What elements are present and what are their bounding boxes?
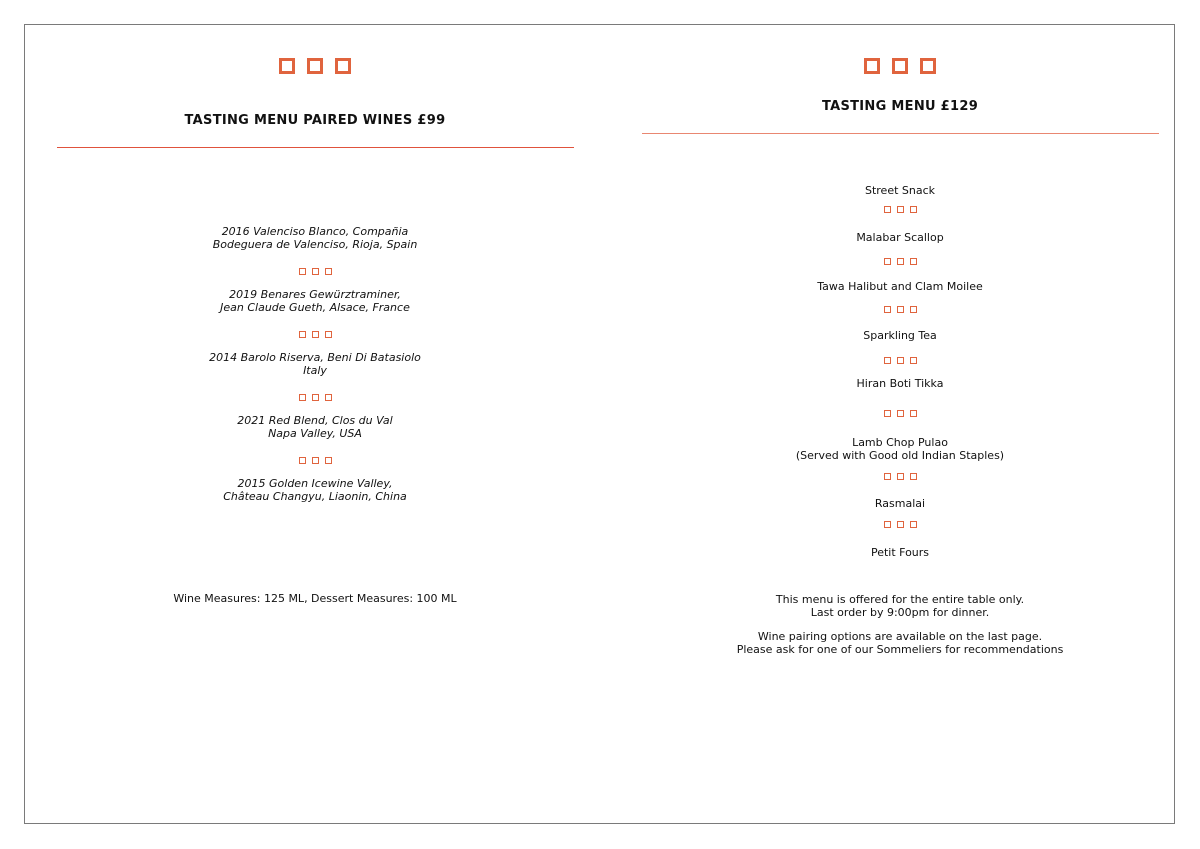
separator-dots-icon [25, 331, 605, 338]
three-squares-icon [610, 58, 1190, 74]
dish-item: Petit Fours [870, 546, 930, 559]
tasting-menu-title: TASTING MENU £129 [821, 99, 979, 114]
wine-item: 2014 Barolo Riserva, Beni Di Batasiolo Italy [209, 351, 421, 377]
wine-measures: Wine Measures: 125 ML, Dessert Measures: 100 ML [173, 592, 457, 605]
separator-dots-icon [25, 394, 605, 401]
left-divider [57, 147, 574, 148]
dish-item: Sparkling Tea [863, 329, 937, 342]
sommelier-note: Wine pairing options are available on the last page. Please ask for one of our Sommeliers for recommendations [736, 630, 1064, 656]
table-note: This menu is offered for the entire table only. Last order by 9:00pm for dinner. [775, 593, 1025, 619]
dish-item: Tawa Halibut and Clam Moilee [817, 280, 983, 293]
separator-dots-icon [25, 457, 605, 464]
separator-dots-icon [25, 268, 605, 275]
dish-item: Hiran Boti Tikka [856, 377, 944, 390]
wine-item: 2015 Golden Icewine Valley, Château Changyu, Liaonin, China [223, 477, 407, 503]
wine-item: 2019 Benares Gewürztraminer, Jean Claude Gueth, Alsace, France [220, 288, 410, 314]
separator-dots-icon [610, 521, 1190, 528]
dish-item: Lamb Chop Pulao (Served with Good old Indian Staples) [795, 436, 1005, 462]
separator-dots-icon [610, 306, 1190, 313]
wine-item: 2021 Red Blend, Clos du Val Napa Valley, USA [237, 414, 393, 440]
wine-item: 2016 Valenciso Blanco, Compañia Bodeguera de Valenciso, Rioja, Spain [212, 225, 418, 251]
separator-dots-icon [610, 473, 1190, 480]
separator-dots-icon [610, 206, 1190, 213]
dish-item: Street Snack [864, 184, 936, 197]
wine-menu-title: TASTING MENU PAIRED WINES £99 [184, 113, 446, 128]
right-divider [642, 133, 1159, 134]
three-squares-icon [25, 58, 605, 74]
separator-dots-icon [610, 258, 1190, 265]
dish-item: Rasmalai [874, 497, 926, 510]
separator-dots-icon [610, 410, 1190, 417]
separator-dots-icon [610, 357, 1190, 364]
dish-item: Malabar Scallop [856, 231, 944, 244]
menu-sheet [24, 24, 1175, 824]
